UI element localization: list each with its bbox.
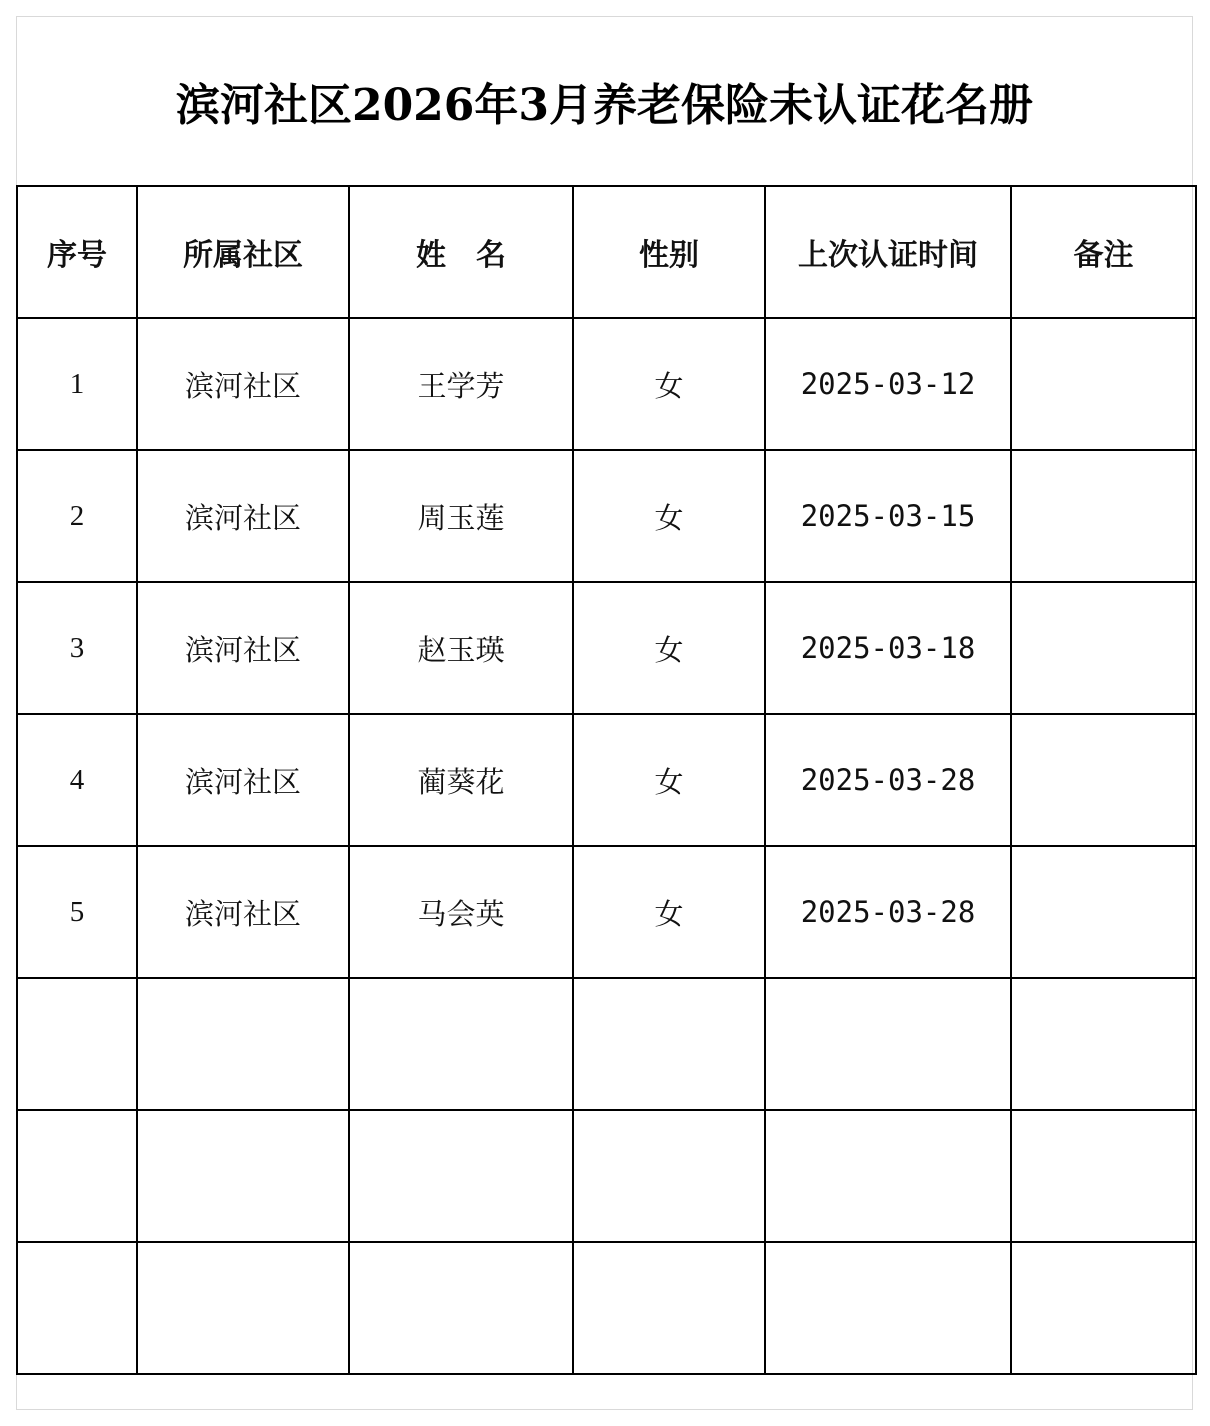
- table-row: [17, 582, 1196, 714]
- table-row: [17, 714, 1196, 846]
- document-title: 滨河社区2026年3月养老保险未认证花名册: [175, 80, 1034, 131]
- table-header-row: [17, 186, 1196, 318]
- cell-empty: [573, 1242, 765, 1374]
- cell-name: 蔺葵花: [349, 714, 573, 846]
- cell-index: 1: [17, 318, 137, 450]
- cell-last-cert: 2025-03-28: [765, 714, 1011, 846]
- header-index: 序号: [17, 186, 137, 318]
- cell-gender: 女: [573, 318, 765, 450]
- cell-empty: [1011, 1242, 1196, 1374]
- cell-remark: [1011, 450, 1196, 582]
- table-row-empty: [17, 1242, 1196, 1374]
- header-community: 所属社区: [137, 186, 349, 318]
- cell-name: 王学芳: [349, 318, 573, 450]
- cell-empty: [765, 978, 1011, 1110]
- cell-remark: [1011, 582, 1196, 714]
- cell-index: 5: [17, 846, 137, 978]
- cell-last-cert: 2025-03-12: [765, 318, 1011, 450]
- cell-empty: [17, 978, 137, 1110]
- cell-remark: [1011, 318, 1196, 450]
- cell-empty: [349, 1110, 573, 1242]
- header-gender: 性别: [573, 186, 765, 318]
- table-row: [17, 846, 1196, 978]
- cell-gender: 女: [573, 450, 765, 582]
- cell-index: 4: [17, 714, 137, 846]
- cell-last-cert: 2025-03-28: [765, 846, 1011, 978]
- cell-empty: [573, 1110, 765, 1242]
- cell-name: 赵玉瑛: [349, 582, 573, 714]
- cell-remark: [1011, 714, 1196, 846]
- cell-gender: 女: [573, 582, 765, 714]
- cell-empty: [17, 1110, 137, 1242]
- table-row-empty: [17, 978, 1196, 1110]
- cell-name: 马会英: [349, 846, 573, 978]
- cell-remark: [1011, 846, 1196, 978]
- cell-name: 周玉莲: [349, 450, 573, 582]
- cell-last-cert: 2025-03-18: [765, 582, 1011, 714]
- header-name: 姓 名: [349, 186, 573, 318]
- cell-empty: [349, 978, 573, 1110]
- cell-empty: [137, 1110, 349, 1242]
- cell-community: 滨河社区: [137, 714, 349, 846]
- table-row: [17, 450, 1196, 582]
- cell-index: 2: [17, 450, 137, 582]
- cell-empty: [573, 978, 765, 1110]
- header-last-cert: 上次认证时间: [765, 186, 1011, 318]
- cell-empty: [17, 1242, 137, 1374]
- cell-community: 滨河社区: [137, 846, 349, 978]
- table-row-empty: [17, 1110, 1196, 1242]
- header-remark: 备注: [1011, 186, 1196, 318]
- cell-community: 滨河社区: [137, 450, 349, 582]
- cell-empty: [1011, 978, 1196, 1110]
- cell-gender: 女: [573, 714, 765, 846]
- cell-empty: [349, 1242, 573, 1374]
- cell-community: 滨河社区: [137, 582, 349, 714]
- cell-index: 3: [17, 582, 137, 714]
- cell-empty: [137, 1242, 349, 1374]
- cell-empty: [765, 1110, 1011, 1242]
- cell-empty: [137, 978, 349, 1110]
- cell-last-cert: 2025-03-15: [765, 450, 1011, 582]
- roster-table: [16, 185, 1197, 1375]
- table-row: [17, 318, 1196, 450]
- cell-community: 滨河社区: [137, 318, 349, 450]
- cell-empty: [765, 1242, 1011, 1374]
- cell-gender: 女: [573, 846, 765, 978]
- cell-empty: [1011, 1110, 1196, 1242]
